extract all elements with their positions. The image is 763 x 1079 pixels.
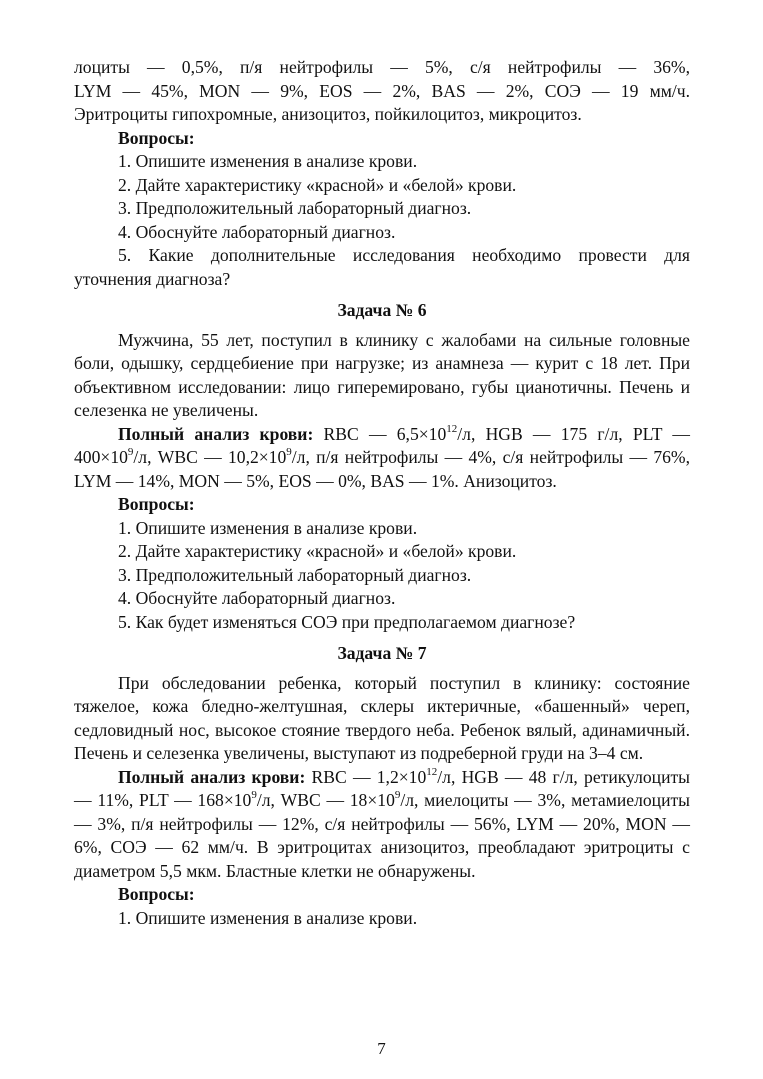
task6-plt: /л, HGB — 175 г/л, PLT — 400×10: [74, 423, 690, 467]
task6-description: Мужчина, 55 лет, поступил в клинику с жалобами на сильные головные боли, одышку, сердцебиение при нагрузке; из анамнеза — курит с 18 лет. При объективном исследовании: лицо гиперемировано, губы цианотичны. Печень и селезенка не увеличены.: [74, 329, 690, 420]
task7-analysis-label: Полный анализ крови:: [118, 766, 306, 787]
task7-wbc-exp: 9: [394, 789, 401, 802]
page-content: [74, 56, 690, 930]
task6-wbc-exp: 9: [286, 446, 292, 459]
task6-question-3: 3. Предположительный лабораторный диагноз.: [118, 564, 472, 585]
intro-question-3: 3. Предположительный лабораторный диагноз.: [118, 198, 472, 218]
task6-analysis-label: Полный анализ крови:: [118, 423, 314, 444]
intro-line-1: лоциты — 0,5%, п/я нейтрофилы — 5%, с/я нейтрофилы — 36%,: [74, 57, 690, 77]
task6-question-2: 2. Дайте характеристику «красной» и «белой» крови.: [118, 541, 517, 561]
task6-question-5: 5. Как будет изменяться СОЭ при предполагаемом диагнозе?: [118, 611, 576, 632]
intro-line-3: Эритроциты гипохромные, анизоцитоз, пойкилоцитоз, микроцитоз.: [74, 104, 582, 124]
task7-rest: /л, миелоциты — 3%, метамиелоциты — 3%, п/я нейтрофилы — 12%, с/я нейтрофилы — 56%, LYM — 20%, MON — 6%, СОЭ — 62 мм/ч. В эритроцитах анизоцитоз, преобладают эритроциты с диаметром 5,5 мкм. Бластные клетки не обнаружены.: [74, 790, 690, 881]
intro-question-5: 5. Какие дополнительные исследования необходимо провести для уточнения диагноза?: [74, 245, 690, 289]
task7-rbc-exp: 12: [426, 765, 438, 778]
intro-questions-title: Вопросы:: [118, 127, 195, 148]
task7-analysis: [74, 766, 690, 884]
task7-plt-exp: 9: [251, 789, 257, 802]
task6-rbc: RBC — 6,5×10: [313, 423, 447, 444]
task6-question-4: 4. Обоснуйте лабораторный диагноз.: [118, 588, 396, 608]
task7-rbc: RBC — 1,2×10: [305, 766, 427, 787]
task7-description: При обследовании ребенка, который поступил в клинику: состояние тяжелое, кожа бледно-желтушная, склеры иктеричные, «башенный» череп, седловидный нос, высокое стояние твердого неба. Ребенок вялый, адинамичный. Печень и селезенка увеличены, выступают из подреберной груди на 3–4 см.: [74, 672, 690, 763]
page-number: 7: [377, 1039, 386, 1058]
intro-question-4: 4. Обоснуйте лабораторный диагноз.: [118, 221, 396, 242]
intro-line-2: LYM — 45%, MON — 9%, EOS — 2%, BAS — 2%, СОЭ — 19 мм/ч.: [74, 80, 690, 101]
task7-wbc: /л, WBC — 18×10: [256, 790, 395, 810]
task6-title: Задача № 6: [337, 300, 427, 320]
task6-rbc-exp: 12: [446, 422, 458, 435]
task6-question-1: 1. Опишите изменения в анализе крови.: [118, 517, 418, 538]
intro-question-2: 2. Дайте характеристику «красной» и «белой» крови.: [118, 174, 517, 195]
task6-analysis: [74, 423, 690, 494]
task7-title: Задача № 7: [337, 643, 427, 663]
task6-questions-title: Вопросы:: [118, 494, 195, 514]
task7-plt: /л, HGB — 48 г/л, ретикулоциты — 11%, PLT — 168×10: [74, 766, 690, 810]
task7-questions-title: Вопросы:: [118, 884, 195, 904]
task6-wbc: /л, WBC — 10,2×10: [133, 447, 287, 467]
intro-question-1: 1. Опишите изменения в анализе крови.: [118, 151, 418, 171]
task6-plt-exp: 9: [127, 446, 134, 459]
task7-question-1: 1. Опишите изменения в анализе крови.: [118, 907, 418, 928]
task6-rest: /л, п/я нейтрофилы — 4%, с/я нейтрофилы — 76%, LYM — 14%, MON — 5%, EOS — 0%, BAS — 1%. Анизоцитоз.: [74, 447, 690, 491]
